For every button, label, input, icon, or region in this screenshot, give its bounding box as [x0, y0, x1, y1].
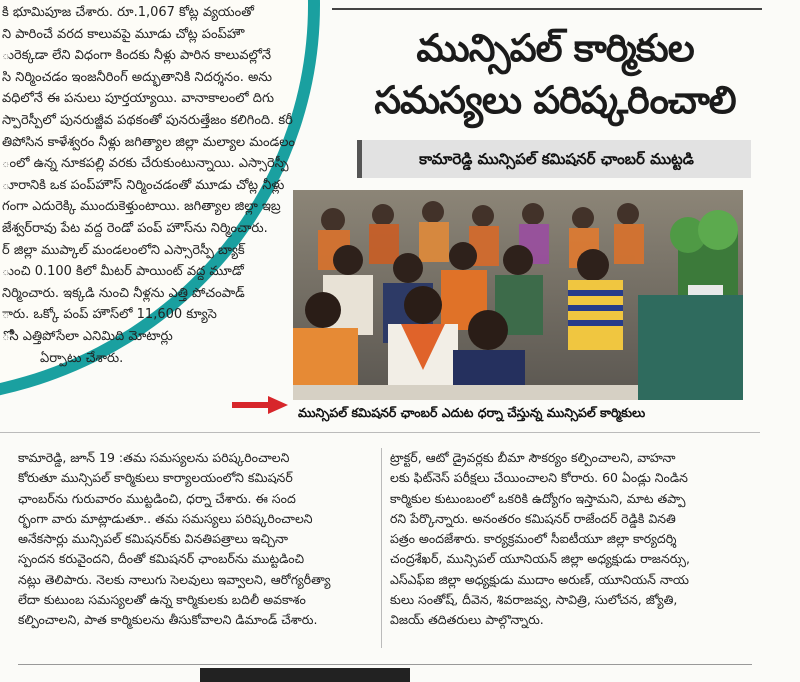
- next-article-header-bar: [200, 668, 410, 682]
- headline-line-1: మున్సిపల్ కార్మికుల: [416, 26, 694, 70]
- sidebar-text-line: ంలో ఉన్న నూకపల్లి వరకు చేరుకుంటున్నాయి. ఎస్సారెస్పీ: [2, 156, 289, 172]
- article-text-line: చంద్రశేఖర్, మున్సిపల్ యూనియన్ జిల్లా అధ్యక్షుడు రాజనర్సు,: [390, 551, 690, 567]
- article-body-left-column: [18, 448, 374, 631]
- protest-photo-illustration: [293, 190, 743, 400]
- article-text-line: నట్లు తెలిపారు. నెలకు నాలుగు సెలవులు ఇవ్వాలని, ఆరోగ్యరీత్యా: [18, 571, 331, 587]
- article-text-line: లేదా కుటుంబ సమస్యలతో ఉన్న కార్మికులకు బదిలీ అవకాశం: [18, 592, 306, 608]
- sidebar-text-line: సి నిర్మించడం ఇంజనీరింగ్ అద్భుతానికి నిదర్శనం. అను: [2, 69, 273, 85]
- article-text-line: కార్మికుల కుటుంబంలో ఒకరికి ఉద్యోగం ఇస్తామని, మాట తప్పా: [390, 490, 686, 506]
- sidebar-text-line: స్పారెస్పీలో పునరుజ్జీవ పథకంతో పునరుత్తేజం కలిగింది. కరీ: [2, 113, 293, 128]
- sidebar-text-line: ోసి ఎత్తిపోసేలా ఎనిమిది మోటార్లు: [2, 329, 173, 344]
- article-text-line: విజయ్ తదితరులు పాల్గొన్నారు.: [390, 612, 544, 628]
- caption-arrow-icon: [232, 396, 288, 414]
- article-text-line: కామారెడ్డి, జూన్ 19 :తమ సమస్యలను పరిష్కరించాలని: [18, 450, 290, 465]
- article-text-line: ర్భంగా వారు మాట్లాడుతూ.. తమ సమస్యలు పరిష్కరించాలని: [18, 510, 313, 526]
- sidebar-text-line: గంగా ఎదురెక్కి ముందుకెళ్తుంటాయి. జగిత్యాల జిల్లా ఇబ్ర: [2, 199, 281, 215]
- bottom-rule: [18, 664, 752, 665]
- article-text-line: ట్రాక్టర్, ఆటో డ్రైవర్లకు బీమా సౌకర్యం కల్పించాలని, వాహనా: [390, 450, 676, 465]
- sidebar-text-line: కి భూమిపూజ చేశారు. రూ.1,067 కోట్ల వ్యయంతో: [2, 5, 254, 20]
- sidebar-text-line: ని పారించే వరద కాలువపై మూడు చోట్ల పంప్‌హౌ: [2, 26, 245, 42]
- headline-line-2: సమస్యలు పరిష్కరించాలి: [374, 78, 736, 122]
- news-photo: [293, 190, 743, 400]
- sidebar-text-line: ురెక్కడా లేని విధంగా కిందకు నీళ్లు పారిన కాలువల్లోనే: [2, 48, 272, 64]
- photo-caption: మున్సిపల్ కమిషనర్ ఛాంబర్ ఎదుట ధర్నా చేస్తున్న మున్సిపల్ కార్మికులు: [298, 405, 646, 420]
- section-divider: [0, 432, 760, 433]
- article-body-right-column: [390, 448, 746, 631]
- article-text-line: రని పేర్కొన్నారు. అనంతరం కమిషనర్ రాజేందర్ రెడ్డికి వినతి: [390, 510, 676, 526]
- article-text-line: ఛాంబర్‌ను గురువారం ముట్టడించి, ధర్నా చేశారు. ఈ సంద: [18, 490, 296, 506]
- article-text-line: కల్పించాలని, పాత కార్మికులను తీసుకోవాలని డిమాండ్ చేశారు.: [18, 612, 318, 628]
- article-text-line: ఎస్ఎఫ్ఐ జిల్లా అధ్యక్షుడు ముదాం అరుణ్, యూనియన్ నాయ: [390, 571, 689, 587]
- sidebar-text-line: నిర్మించారు. ఇక్కడి నుంచి నీళ్లను ఎత్తి పోచంపాడ్: [2, 285, 245, 301]
- article-text-line: కోరుతూ మున్సిపల్ కార్మికులు కార్యాలయంలోని కమిషనర్: [18, 470, 293, 486]
- top-rule: [332, 8, 762, 10]
- article-text-line: లకు ఫిట్‌నెస్ పరీక్షలు చేయించాలని కోరారు. 60 ఏండ్లు నిండిన: [390, 470, 688, 486]
- article-text-line: పత్రం అందజేశారు. కార్యక్రమంలో సీఐటీయూ జిల్లా కార్యదర్శి: [390, 531, 677, 547]
- article-text-line: అనేకసార్లు మున్సిపల్ కమిషనర్‌కు వినతిపత్రాలు ఇచ్చినా: [18, 531, 288, 547]
- sidebar-article-text: [0, 0, 330, 390]
- subheadline: కామారెడ్డి మున్సిపల్ కమిషనర్ ఛాంబర్ ముట్టడి: [357, 140, 751, 178]
- sidebar-text-line: జేశ్వర్‌రావు పేట వద్ద రెండో పంప్ హౌస్‌ను నిర్మించారు.: [2, 221, 268, 236]
- article-text-line: కులు సంతోష్, దీవెన, శివరాజవ్వ, సావిత్రి, సులోచన, జ్యోతి,: [390, 592, 678, 608]
- column-divider: [381, 448, 382, 648]
- sidebar-text-line: ూరానికి ఒక పంప్‌హౌస్ నిర్మించడంతో మూడు చోట్ల నీళ్లు: [2, 177, 285, 193]
- sidebar-text-line: ారు. ఒక్కో పంప్ హౌస్‌లో 11,600 క్యూసె: [2, 307, 217, 323]
- sidebar-text-line: వధిలోనే ఈ పనులు పూర్తయ్యాయి. వానాకాలంలో దిగు: [2, 91, 275, 107]
- sidebar-text-line: ుంచి 0.100 కిలో మీటర్ పాయింట్ వద్ద మూడో: [2, 264, 244, 280]
- article-text-line: స్పందన కరువైందని, దీంతో కమిషనర్ ఛాంబర్‌ను ముట్టడించి: [18, 551, 305, 567]
- sidebar-text-line: తిపోసిన కాళేశ్వరం నీళ్లు జగిత్యాల జిల్లా మల్యాల మండలం: [2, 134, 296, 150]
- sidebar-text-line: ఏర్పాటు చేశారు.: [40, 350, 124, 366]
- headline: [355, 22, 755, 126]
- sidebar-text-line: ర్ జిల్లా ముప్కాల్ మండలంలోని ఎస్సారెస్పీ బ్యాక్: [2, 242, 245, 258]
